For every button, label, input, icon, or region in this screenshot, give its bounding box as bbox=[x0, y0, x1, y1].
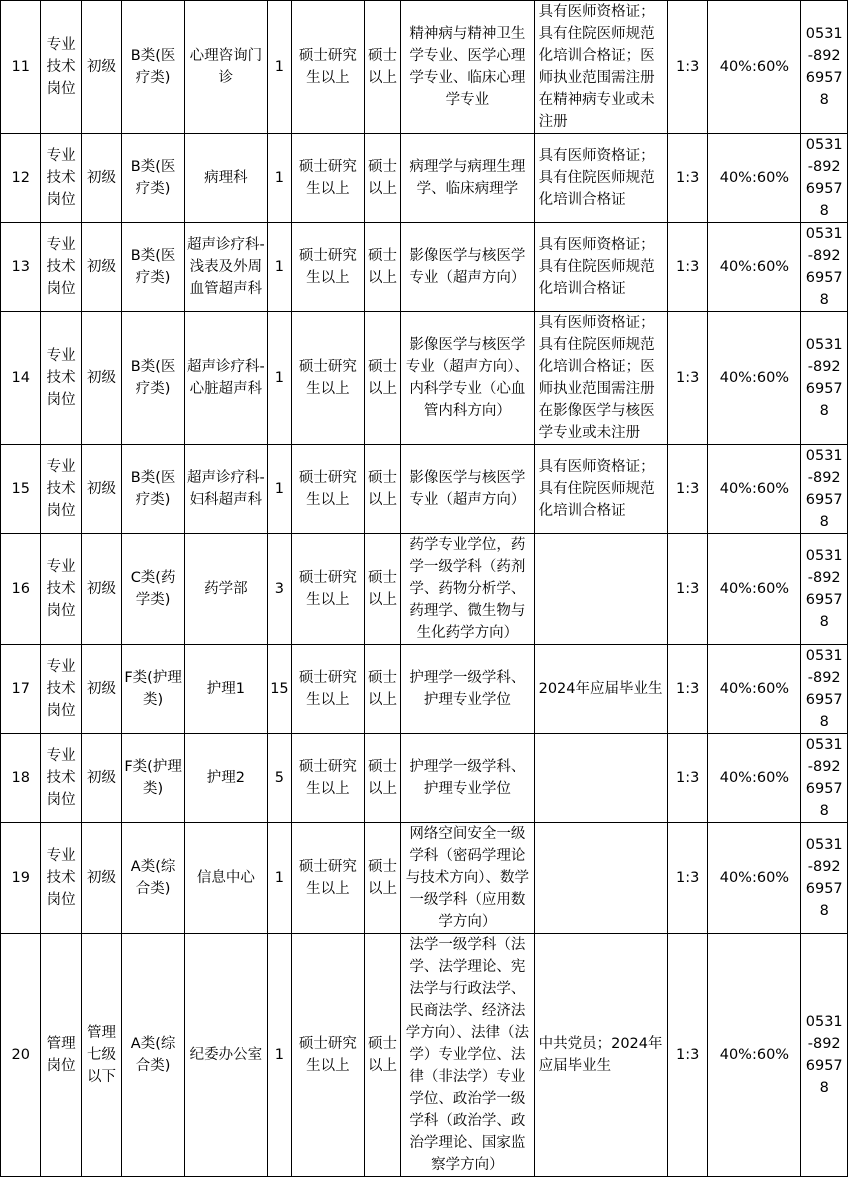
education-cell: 硕士研究生以上 bbox=[292, 534, 365, 645]
post-type-cell: 专业技术岗位 bbox=[41, 823, 81, 934]
ratio-cell: 1:3 bbox=[668, 645, 708, 734]
table-row bbox=[1, 734, 848, 823]
ratio-cell: 1:3 bbox=[668, 823, 708, 934]
table-row bbox=[1, 934, 848, 1177]
table-row bbox=[1, 823, 848, 934]
major-cell: 影像医学与核医学专业（超声方向） bbox=[401, 223, 534, 312]
post-type-cell: 专业技术岗位 bbox=[41, 223, 81, 312]
ratio-cell: 1:3 bbox=[668, 312, 708, 445]
department-cell: 超声诊疗科-浅表及外周血管超声科 bbox=[184, 223, 267, 312]
table-row bbox=[1, 134, 848, 223]
phone-cell: 0531-89269578 bbox=[801, 312, 848, 445]
other-requirements-cell bbox=[534, 734, 667, 823]
level-cell: 初级 bbox=[81, 223, 121, 312]
department-cell: 护理2 bbox=[184, 734, 267, 823]
weight-cell: 40%:60% bbox=[708, 223, 801, 312]
degree-cell: 硕士以上 bbox=[364, 445, 400, 534]
row-number-cell: 11 bbox=[1, 1, 41, 134]
headcount-cell: 1 bbox=[267, 312, 291, 445]
post-type-cell: 专业技术岗位 bbox=[41, 734, 81, 823]
major-cell: 精神病与精神卫生学专业、医学心理学专业、临床心理学专业 bbox=[401, 1, 534, 134]
other-requirements-cell bbox=[534, 534, 667, 645]
degree-cell: 硕士以上 bbox=[364, 645, 400, 734]
phone-cell: 0531-89269578 bbox=[801, 1, 848, 134]
table-row bbox=[1, 223, 848, 312]
level-cell: 初级 bbox=[81, 645, 121, 734]
degree-cell: 硕士以上 bbox=[364, 734, 400, 823]
headcount-cell: 1 bbox=[267, 134, 291, 223]
weight-cell: 40%:60% bbox=[708, 734, 801, 823]
ratio-cell: 1:3 bbox=[668, 734, 708, 823]
headcount-cell: 15 bbox=[267, 645, 291, 734]
category-cell: B类(医疗类) bbox=[122, 445, 185, 534]
major-cell: 法学一级学科（法学、法学理论、宪法学与行政法学、民商法学、经济法学方向）、法律（法学）专业学位、法律（非法学）专业学位、政治学一级学科（政治学、政治学理论、国家监察学方向） bbox=[401, 934, 534, 1177]
row-number-cell: 18 bbox=[1, 734, 41, 823]
category-cell: F类(护理类) bbox=[122, 645, 185, 734]
phone-cell: 0531-89269578 bbox=[801, 223, 848, 312]
category-cell: B类(医疗类) bbox=[122, 223, 185, 312]
ratio-cell: 1:3 bbox=[668, 934, 708, 1177]
education-cell: 硕士研究生以上 bbox=[292, 134, 365, 223]
phone-cell: 0531-89269578 bbox=[801, 134, 848, 223]
row-number-cell: 19 bbox=[1, 823, 41, 934]
headcount-cell: 1 bbox=[267, 934, 291, 1177]
post-type-cell: 管理岗位 bbox=[41, 934, 81, 1177]
category-cell: B类(医疗类) bbox=[122, 1, 185, 134]
level-cell: 初级 bbox=[81, 312, 121, 445]
education-cell: 硕士研究生以上 bbox=[292, 312, 365, 445]
other-requirements-cell: 具有医师资格证；具有住院医师规范化培训合格证；医师执业范围需注册在影像医学与核医学专业或未注册 bbox=[534, 312, 667, 445]
table-row bbox=[1, 312, 848, 445]
weight-cell: 40%:60% bbox=[708, 934, 801, 1177]
table-row bbox=[1, 534, 848, 645]
other-requirements-cell: 具有医师资格证；具有住院医师规范化培训合格证；医师执业范围需注册在精神病专业或未注册 bbox=[534, 1, 667, 134]
department-cell: 纪委办公室 bbox=[184, 934, 267, 1177]
row-number-cell: 13 bbox=[1, 223, 41, 312]
other-requirements-cell: 具有医师资格证；具有住院医师规范化培训合格证 bbox=[534, 223, 667, 312]
ratio-cell: 1:3 bbox=[668, 534, 708, 645]
degree-cell: 硕士以上 bbox=[364, 1, 400, 134]
post-type-cell: 专业技术岗位 bbox=[41, 1, 81, 134]
department-cell: 病理科 bbox=[184, 134, 267, 223]
phone-cell: 0531-89269578 bbox=[801, 534, 848, 645]
degree-cell: 硕士以上 bbox=[364, 223, 400, 312]
education-cell: 硕士研究生以上 bbox=[292, 445, 365, 534]
weight-cell: 40%:60% bbox=[708, 645, 801, 734]
phone-cell: 0531-89269578 bbox=[801, 645, 848, 734]
headcount-cell: 1 bbox=[267, 445, 291, 534]
category-cell: B类(医疗类) bbox=[122, 134, 185, 223]
level-cell: 初级 bbox=[81, 445, 121, 534]
education-cell: 硕士研究生以上 bbox=[292, 223, 365, 312]
department-cell: 护理1 bbox=[184, 645, 267, 734]
degree-cell: 硕士以上 bbox=[364, 823, 400, 934]
major-cell: 影像医学与核医学专业（超声方向）、内科学专业（心血管内科方向） bbox=[401, 312, 534, 445]
post-type-cell: 专业技术岗位 bbox=[41, 645, 81, 734]
department-cell: 超声诊疗科-心脏超声科 bbox=[184, 312, 267, 445]
degree-cell: 硕士以上 bbox=[364, 312, 400, 445]
degree-cell: 硕士以上 bbox=[364, 934, 400, 1177]
table-row bbox=[1, 445, 848, 534]
weight-cell: 40%:60% bbox=[708, 1, 801, 134]
row-number-cell: 12 bbox=[1, 134, 41, 223]
other-requirements-cell: 具有医师资格证；具有住院医师规范化培训合格证 bbox=[534, 134, 667, 223]
weight-cell: 40%:60% bbox=[708, 312, 801, 445]
headcount-cell: 3 bbox=[267, 534, 291, 645]
category-cell: A类(综合类) bbox=[122, 934, 185, 1177]
row-number-cell: 17 bbox=[1, 645, 41, 734]
row-number-cell: 15 bbox=[1, 445, 41, 534]
level-cell: 初级 bbox=[81, 734, 121, 823]
level-cell: 初级 bbox=[81, 134, 121, 223]
other-requirements-cell: 具有医师资格证；具有住院医师规范化培训合格证 bbox=[534, 445, 667, 534]
education-cell: 硕士研究生以上 bbox=[292, 823, 365, 934]
major-cell: 护理学一级学科、护理专业学位 bbox=[401, 645, 534, 734]
department-cell: 心理咨询门诊 bbox=[184, 1, 267, 134]
table-row bbox=[1, 645, 848, 734]
ratio-cell: 1:3 bbox=[668, 134, 708, 223]
degree-cell: 硕士以上 bbox=[364, 534, 400, 645]
category-cell: B类(医疗类) bbox=[122, 312, 185, 445]
phone-cell: 0531-89269578 bbox=[801, 823, 848, 934]
major-cell: 药学专业学位，药学一级学科（药剂学、药物分析学、药理学、微生物与生化药学方向） bbox=[401, 534, 534, 645]
phone-cell: 0531-89269578 bbox=[801, 734, 848, 823]
row-number-cell: 14 bbox=[1, 312, 41, 445]
headcount-cell: 1 bbox=[267, 223, 291, 312]
level-cell: 初级 bbox=[81, 823, 121, 934]
ratio-cell: 1:3 bbox=[668, 445, 708, 534]
table-row bbox=[1, 1, 848, 134]
department-cell: 药学部 bbox=[184, 534, 267, 645]
headcount-cell: 1 bbox=[267, 1, 291, 134]
degree-cell: 硕士以上 bbox=[364, 134, 400, 223]
ratio-cell: 1:3 bbox=[668, 1, 708, 134]
education-cell: 硕士研究生以上 bbox=[292, 934, 365, 1177]
level-cell: 初级 bbox=[81, 534, 121, 645]
weight-cell: 40%:60% bbox=[708, 445, 801, 534]
phone-cell: 0531-89269578 bbox=[801, 934, 848, 1177]
major-cell: 影像医学与核医学专业（超声方向） bbox=[401, 445, 534, 534]
ratio-cell: 1:3 bbox=[668, 223, 708, 312]
weight-cell: 40%:60% bbox=[708, 534, 801, 645]
headcount-cell: 1 bbox=[267, 823, 291, 934]
category-cell: C类(药学类) bbox=[122, 534, 185, 645]
major-cell: 护理学一级学科、护理专业学位 bbox=[401, 734, 534, 823]
major-cell: 病理学与病理生理学、临床病理学 bbox=[401, 134, 534, 223]
weight-cell: 40%:60% bbox=[708, 823, 801, 934]
education-cell: 硕士研究生以上 bbox=[292, 645, 365, 734]
level-cell: 管理七级以下 bbox=[81, 934, 121, 1177]
post-type-cell: 专业技术岗位 bbox=[41, 134, 81, 223]
post-type-cell: 专业技术岗位 bbox=[41, 312, 81, 445]
headcount-cell: 5 bbox=[267, 734, 291, 823]
other-requirements-cell: 2024年应届毕业生 bbox=[534, 645, 667, 734]
other-requirements-cell: 中共党员；2024年应届毕业生 bbox=[534, 934, 667, 1177]
education-cell: 硕士研究生以上 bbox=[292, 1, 365, 134]
department-cell: 信息中心 bbox=[184, 823, 267, 934]
major-cell: 网络空间安全一级学科（密码学理论与技术方向）、数学一级学科（应用数学方向） bbox=[401, 823, 534, 934]
post-type-cell: 专业技术岗位 bbox=[41, 534, 81, 645]
category-cell: F类(护理类) bbox=[122, 734, 185, 823]
other-requirements-cell bbox=[534, 823, 667, 934]
category-cell: A类(综合类) bbox=[122, 823, 185, 934]
weight-cell: 40%:60% bbox=[708, 134, 801, 223]
level-cell: 初级 bbox=[81, 1, 121, 134]
post-type-cell: 专业技术岗位 bbox=[41, 445, 81, 534]
row-number-cell: 16 bbox=[1, 534, 41, 645]
phone-cell: 0531-89269578 bbox=[801, 445, 848, 534]
row-number-cell: 20 bbox=[1, 934, 41, 1177]
education-cell: 硕士研究生以上 bbox=[292, 734, 365, 823]
department-cell: 超声诊疗科-妇科超声科 bbox=[184, 445, 267, 534]
